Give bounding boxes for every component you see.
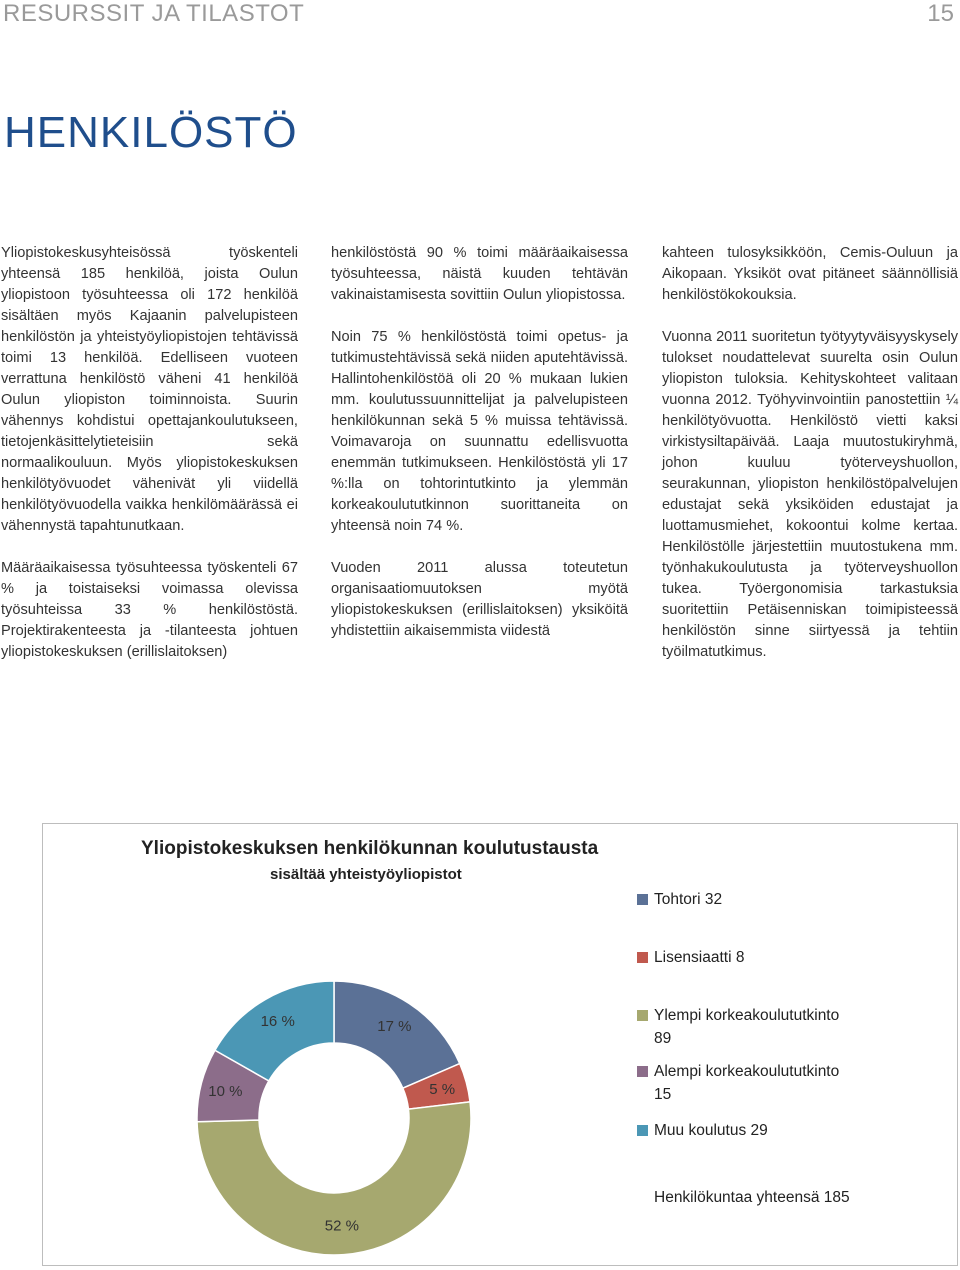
legend-label: Ylempi korkeakoulututkinto 89	[654, 1007, 840, 1047]
legend-label: Muu koulutus 29	[654, 1122, 768, 1139]
paragraph: henkilöstöstä 90 % toimi määräaikaisessa työsuhteessa, näistä kuuden tehtävän vakinaistamisesta sovittiin Oulun yliopistossa.	[331, 245, 628, 303]
legend-label: Lisensiaatti 8	[654, 949, 745, 966]
slice-percent-label: 17 %	[377, 1018, 412, 1036]
legend-swatch	[637, 1010, 648, 1021]
paragraph: kahteen tulosyksikköön, Cemis-Ouluun ja Aikopaan. Yksiköt ovat pitäneet säännöllisiä henkilöstökokouksia.	[662, 245, 958, 303]
slice-percent-label: 5 %	[429, 1080, 456, 1098]
legend-swatch	[637, 1125, 648, 1136]
legend-label: Alempi korkeakoulututkinto 15	[654, 1063, 840, 1103]
chart-title: Yliopistokeskuksen henkilökunnan koulutustausta	[141, 838, 599, 859]
text-column-2	[331, 243, 628, 663]
legend-label: Tohtori 32	[654, 891, 723, 908]
slice-percent-label: 10 %	[208, 1082, 243, 1100]
legend-swatch	[637, 952, 648, 963]
paragraph: Yliopistokeskusyhteisössä työskenteli yhteensä 185 henkilöä, joista Oulun yliopistoon työsuhteessa oli 172 henkilöä sisältäen myös Kajaanin palvelupisteen henkilöstön ja yhteistyöyliopistojen tehtävissä toimi 13 henkilöä. Edelliseen vuoteen verrattuna henkilöstö väheni 41 henkilöä Oulun yliopiston toiminnoista. Suurin vähennys kohdistui opettajankoulutukseen, tietojenkäsittelytieteisiin sekä normaalikouluun. Myös yliopistokeskuksen henkilötyövuodet vähenivät yli viidellä henkilötyövuodella vaikka henkilömäärässä ei vähennystä tapahtunutkaan.	[1, 245, 298, 534]
chart-total: Henkilökuntaa yhteensä 185	[654, 1189, 850, 1206]
legend-swatch	[637, 894, 648, 905]
paragraph: Vuonna 2011 suoritetun työtyytyväisyyskysely tulokset noudattelevat suurelta osin Oulun yliopiston tuloksia. Kehityskohteet valitaan vuonna 2012. Työhyvinvointiin panostettiin ¼ henkilötyövuotta. Henkilöstö vietti kaksi virkistysiltapäivää. Laaja muutostukiryhmä, johon kuuluu työterveyshuollon, seurakunnan, yliopiston henkilöstöpalvelujen edustajat sekä yksiköiden edustajat ja luottamusmiehet, kokoontui kolme kertaa. Henkilöstölle järjestettiin muutostukena mm. työnhakukoulutusta ja työterveyshuollon tukea. Työergonomisia tarkastuksia suoritettiin Petäisenniskan toimipisteessä henkilöstön sinne siirtyessä ja tehtiin työilmatutkimus.	[662, 329, 958, 660]
text-column-1	[1, 243, 298, 684]
page-number: 15	[927, 0, 954, 27]
section-label: RESURSSIT JA TILASTOT	[3, 0, 305, 27]
slice-percent-label: 16 %	[260, 1013, 295, 1031]
paragraph: Noin 75 % henkilöstöstä toimi opetus- ja tutkimustehtävissä sekä niiden aputehtävissä. Hallintohenkilöstöä oli 20 % mukaan lukien mm. koulutussuunnittelijat ja palvelupisteen henkilökunnan sekä 5 % muissa tehtävissä. Voimavaroja on suunnattu edellisvuotta enemmän tutkimukseen. Henkilöstöstä yli 17 %:lla on tohtorintutkinto ja ylemmän korkeakoulututkinnon suorittaneita on yhteensä noin 74 %.	[331, 329, 628, 534]
chart-subtitle: sisältää yhteistyöyliopistot	[270, 866, 462, 883]
paragraph: Vuoden 2011 alussa toteutetun organisaatiomuutoksen myötä yliopistokeskuksen (erillislaitoksen) yksiköitä yhdistettiin aikaisemmista viidestä	[331, 560, 628, 639]
text-column-3	[662, 243, 958, 684]
page-title: HENKILÖSTÖ	[4, 108, 298, 157]
slice-percent-label: 52 %	[324, 1217, 359, 1235]
paragraph: Määräaikaisessa työsuhteessa työskenteli 67 % ja toistaiseksi voimassa olevissa työsuhteissa 33 % henkilöstöstä. Projektirakenteesta ja -tilanteesta johtuen yliopistokeskuksen (erillislaitoksen)	[1, 560, 298, 660]
legend-swatch	[637, 1066, 648, 1077]
chart-box	[42, 823, 958, 1266]
